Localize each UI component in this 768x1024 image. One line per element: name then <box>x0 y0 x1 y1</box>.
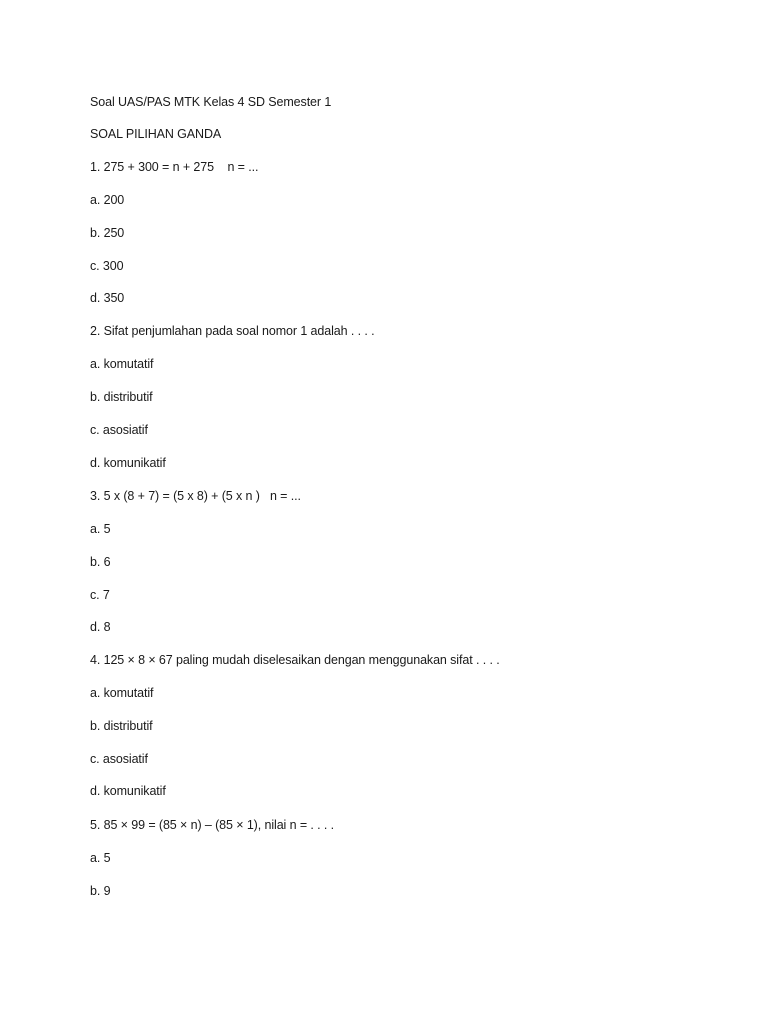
question-4-option-c: c. asosiatif <box>90 752 148 766</box>
question-2-option-c: c. asosiatif <box>90 423 148 437</box>
question-4-text: 4. 125 × 8 × 67 paling mudah diselesaikan dengan menggunakan sifat . . . . <box>90 653 500 667</box>
question-1-option-c: c. 300 <box>90 259 124 273</box>
question-1-option-a: a. 200 <box>90 193 125 207</box>
section-heading: SOAL PILIHAN GANDA <box>90 127 222 141</box>
question-2-option-b: b. distributif <box>90 390 153 404</box>
question-1-option-d: d. 350 <box>90 291 125 305</box>
question-3-option-d: d. 8 <box>90 620 111 634</box>
question-4-option-b: b. distributif <box>90 719 153 733</box>
question-5-text: 5. 85 × 99 = (85 × n) – (85 × 1), nilai n = . . . . <box>90 818 335 832</box>
question-2-option-a: a. komutatif <box>90 357 154 371</box>
question-2-option-d: d. komunikatif <box>90 456 166 470</box>
question-3-option-c: c. 7 <box>90 588 110 602</box>
question-3-option-a: a. 5 <box>90 522 111 536</box>
question-4-option-d: d. komunikatif <box>90 784 166 798</box>
question-1-text: 1. 275 + 300 = n + 275 n = ... <box>90 160 259 174</box>
question-5-option-a: a. 5 <box>90 851 111 865</box>
question-4-option-a: a. komutatif <box>90 686 154 700</box>
document-title: Soal UAS/PAS MTK Kelas 4 SD Semester 1 <box>90 95 332 109</box>
question-3-option-b: b. 6 <box>90 555 111 569</box>
question-5-option-b: b. 9 <box>90 884 111 898</box>
question-1-option-b: b. 250 <box>90 226 125 240</box>
question-2-text: 2. Sifat penjumlahan pada soal nomor 1 adalah . . . . <box>90 324 375 338</box>
question-3-text: 3. 5 x (8 + 7) = (5 x 8) + (5 x n ) n = ... <box>90 489 301 503</box>
